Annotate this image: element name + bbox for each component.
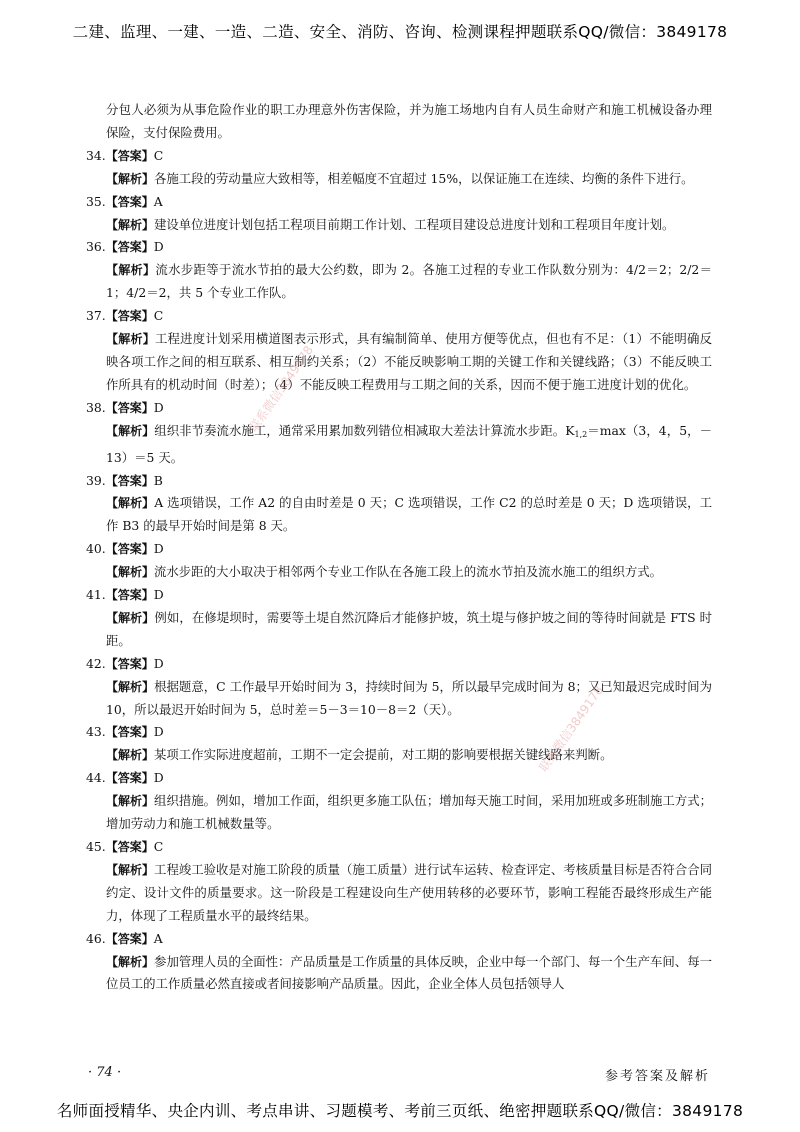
question-number: 39. bbox=[86, 472, 106, 488]
answer-value: D bbox=[153, 724, 164, 740]
answer-line-35 bbox=[86, 191, 712, 214]
analysis-42 bbox=[86, 676, 712, 722]
question-number: 40. bbox=[86, 541, 106, 557]
question-number: 42. bbox=[86, 655, 106, 671]
analysis-text-cont: ＝max（3，4，5，－13）＝5 天。 bbox=[106, 422, 712, 465]
answer-line-43 bbox=[86, 721, 712, 744]
answer-value: D bbox=[153, 587, 164, 603]
analysis-35 bbox=[86, 214, 712, 237]
analysis-label: 【解析】 bbox=[106, 748, 155, 763]
answer-line-40 bbox=[86, 538, 712, 561]
analysis-text: 流水步距的大小取决于相邻两个专业工作队在各施工段上的流水节拍及流水施工的组织方式。 bbox=[154, 564, 663, 580]
question-number: 46. bbox=[86, 930, 106, 946]
analysis-label: 【解析】 bbox=[106, 610, 155, 625]
answer-line-46 bbox=[86, 928, 712, 951]
analysis-label: 【解析】 bbox=[106, 954, 155, 969]
page-number: · 74 · bbox=[88, 1065, 122, 1080]
analysis-40 bbox=[86, 561, 712, 584]
analysis-text: 某项工作实际进度超前，工期不一定会提前，对工期的影响要根据关键线路来判断。 bbox=[154, 747, 613, 763]
answer-value: B bbox=[153, 472, 163, 488]
analysis-37 bbox=[86, 328, 712, 397]
watermark: 联系微信3849178 bbox=[246, 343, 316, 435]
answer-value: D bbox=[153, 770, 164, 786]
analysis-45 bbox=[86, 859, 712, 928]
analysis-text: 参加管理人员的全面性：产品质量是工作质量的具体反映，企业中每一个部门、每一个生产车间、每一位员工的工作质量必然直接或者间接影响产品质量。因此，企业全体人员包括领导人 bbox=[106, 953, 712, 992]
watermark: 联系微信3849178 bbox=[536, 683, 606, 775]
analysis-text: 根据题意，C 工作最早开始时间为 3，持续时间为 5，所以最早完成时间为 8；又已知最迟完成时间为 10，所以最迟开始时间为 5，总时差＝5－3＝10－8＝2（天）。 bbox=[106, 678, 712, 717]
question-number: 36. bbox=[86, 239, 106, 255]
answer-label: 【答案】 bbox=[105, 771, 154, 786]
analysis-text: 例如，在修堤坝时，需要等土堤自然沉降后才能修护坡，筑土堤与修护坡之间的等待时间就是 FTS 时距。 bbox=[106, 609, 712, 648]
answer-value: D bbox=[153, 541, 164, 557]
answer-value: C bbox=[153, 308, 164, 324]
question-number: 37. bbox=[86, 308, 106, 324]
answer-label: 【答案】 bbox=[105, 148, 154, 163]
answer-label: 【答案】 bbox=[105, 588, 154, 603]
answer-line-39 bbox=[86, 470, 712, 493]
question-number: 45. bbox=[86, 839, 106, 854]
answer-label: 【答案】 bbox=[105, 725, 154, 740]
answer-label: 【答案】 bbox=[105, 542, 154, 557]
answer-content bbox=[86, 99, 712, 996]
answer-line-34 bbox=[86, 145, 712, 168]
analysis-text: 各施工段的劳动量应大致相等，相差幅度不宜超过 15%，以保证施工在连续、均衡的条件下进行。 bbox=[154, 170, 694, 186]
analysis-41 bbox=[86, 607, 712, 653]
answer-value: D bbox=[153, 655, 164, 671]
answer-label: 【答案】 bbox=[105, 400, 154, 415]
analysis-label: 【解析】 bbox=[106, 496, 155, 511]
answer-label: 【答案】 bbox=[105, 840, 154, 854]
analysis-46 bbox=[86, 951, 712, 997]
analysis-text: 组织措施。例如，增加工作面，组织更多施工队伍；增加每天施工时间，采用加班或多班制施工方式；增加劳动力和施工机械数量等。 bbox=[106, 793, 712, 832]
question-number: 35. bbox=[86, 193, 106, 209]
answer-label: 【答案】 bbox=[105, 240, 154, 255]
header-banner: 二建、监理、一建、一造、二造、安全、消防、咨询、检测课程押题联系QQ/微信：3849178 bbox=[72, 23, 728, 41]
answer-label: 【答案】 bbox=[105, 473, 154, 488]
analysis-label: 【解析】 bbox=[106, 217, 155, 232]
answer-line-44 bbox=[86, 767, 712, 790]
analysis-label: 【解析】 bbox=[106, 862, 155, 877]
answer-value: C bbox=[153, 839, 164, 854]
answer-value: A bbox=[153, 193, 163, 209]
answer-label: 【答案】 bbox=[105, 656, 154, 671]
analysis-text: 工程进度计划采用横道图表示形式，具有编制简单、使用方便等优点，但也有不足：（1）不能明确反映各项工作之间的相互联系、相互制约关系；（2）不能反映影响工期的关键工作和关键线路；（3）不能反映工作所具有的机动时间（时差）；（4）不能反映工程费用与工期之间的关系，因而不便于施工进度计划的优化。 bbox=[106, 331, 712, 392]
analysis-label: 【解析】 bbox=[106, 332, 155, 347]
answer-label: 【答案】 bbox=[105, 309, 154, 324]
analysis-text: 工程竣工验收是对施工阶段的质量（施工质量）进行试车运转、检查评定、考核质量目标是否符合合同约定、设计文件的质量要求。这一阶段是工程建设向生产使用转移的必要环节，影响工程能否最终形成生产能力，体现了工程质量水平的最终结果。 bbox=[106, 861, 712, 923]
question-number: 34. bbox=[86, 147, 106, 163]
section-title: 参考答案及解析 bbox=[604, 1069, 710, 1084]
footer-banner: 名师面授精华、央企内训、考点串讲、习题模考、考前三页纸、绝密押题联系QQ/微信：3849178 bbox=[56, 1102, 744, 1120]
analysis-label: 【解析】 bbox=[106, 263, 156, 278]
answer-label: 【答案】 bbox=[105, 194, 154, 209]
answer-value: A bbox=[153, 930, 163, 946]
analysis-44 bbox=[86, 790, 712, 836]
analysis-label: 【解析】 bbox=[106, 423, 155, 438]
analysis-label: 【解析】 bbox=[106, 171, 155, 186]
answer-line-36 bbox=[86, 236, 712, 259]
analysis-text: 组织非节奏流水施工，通常采用累加数列错位相减取大差法计算流水步距。K bbox=[154, 422, 575, 438]
answer-line-42 bbox=[86, 653, 712, 676]
answer-line-41 bbox=[86, 584, 712, 607]
intro-paragraph: 分包人必须为从事危险作业的职工办理意外伤害保险，并为施工场地内自有人员生命财产和施工机械设备办理保险，支付保险费用。 bbox=[106, 102, 712, 140]
analysis-36 bbox=[86, 259, 712, 305]
analysis-39 bbox=[86, 492, 712, 538]
question-number: 44. bbox=[86, 770, 106, 786]
answer-value: C bbox=[153, 147, 164, 163]
answer-label: 【答案】 bbox=[105, 931, 154, 946]
analysis-text: 建设单位进度计划包括工程项目前期工作计划、工程项目建设总进度计划和工程项目年度计划。 bbox=[154, 216, 675, 232]
answer-value: D bbox=[153, 239, 164, 255]
answer-line-45 bbox=[86, 836, 712, 859]
analysis-label: 【解析】 bbox=[106, 794, 155, 809]
analysis-34 bbox=[86, 168, 712, 191]
answer-value: D bbox=[153, 399, 164, 415]
analysis-43 bbox=[86, 744, 712, 767]
analysis-label: 【解析】 bbox=[106, 565, 155, 580]
answer-line-38 bbox=[86, 397, 712, 420]
analysis-text: A 选项错误，工作 A2 的自由时差是 0 天；C 选项错误，工作 C2 的总时差是 0 天；D 选项错误，工作 B3 的最早开始时间是第 8 天。 bbox=[106, 495, 712, 534]
analysis-label: 【解析】 bbox=[106, 679, 155, 694]
question-number: 38. bbox=[86, 399, 106, 415]
subscript: 1,2 bbox=[574, 429, 588, 439]
answer-line-37 bbox=[86, 305, 712, 328]
analysis-38 bbox=[86, 420, 712, 470]
analysis-text: 流水步距等于流水节拍的最大公约数，即为 2。各施工过程的专业工作队数分别为：4/2＝2；2/2＝1；4/2＝2，共 5 个专业工作队。 bbox=[106, 262, 712, 301]
question-number: 43. bbox=[86, 724, 106, 740]
question-number: 41. bbox=[86, 587, 106, 603]
